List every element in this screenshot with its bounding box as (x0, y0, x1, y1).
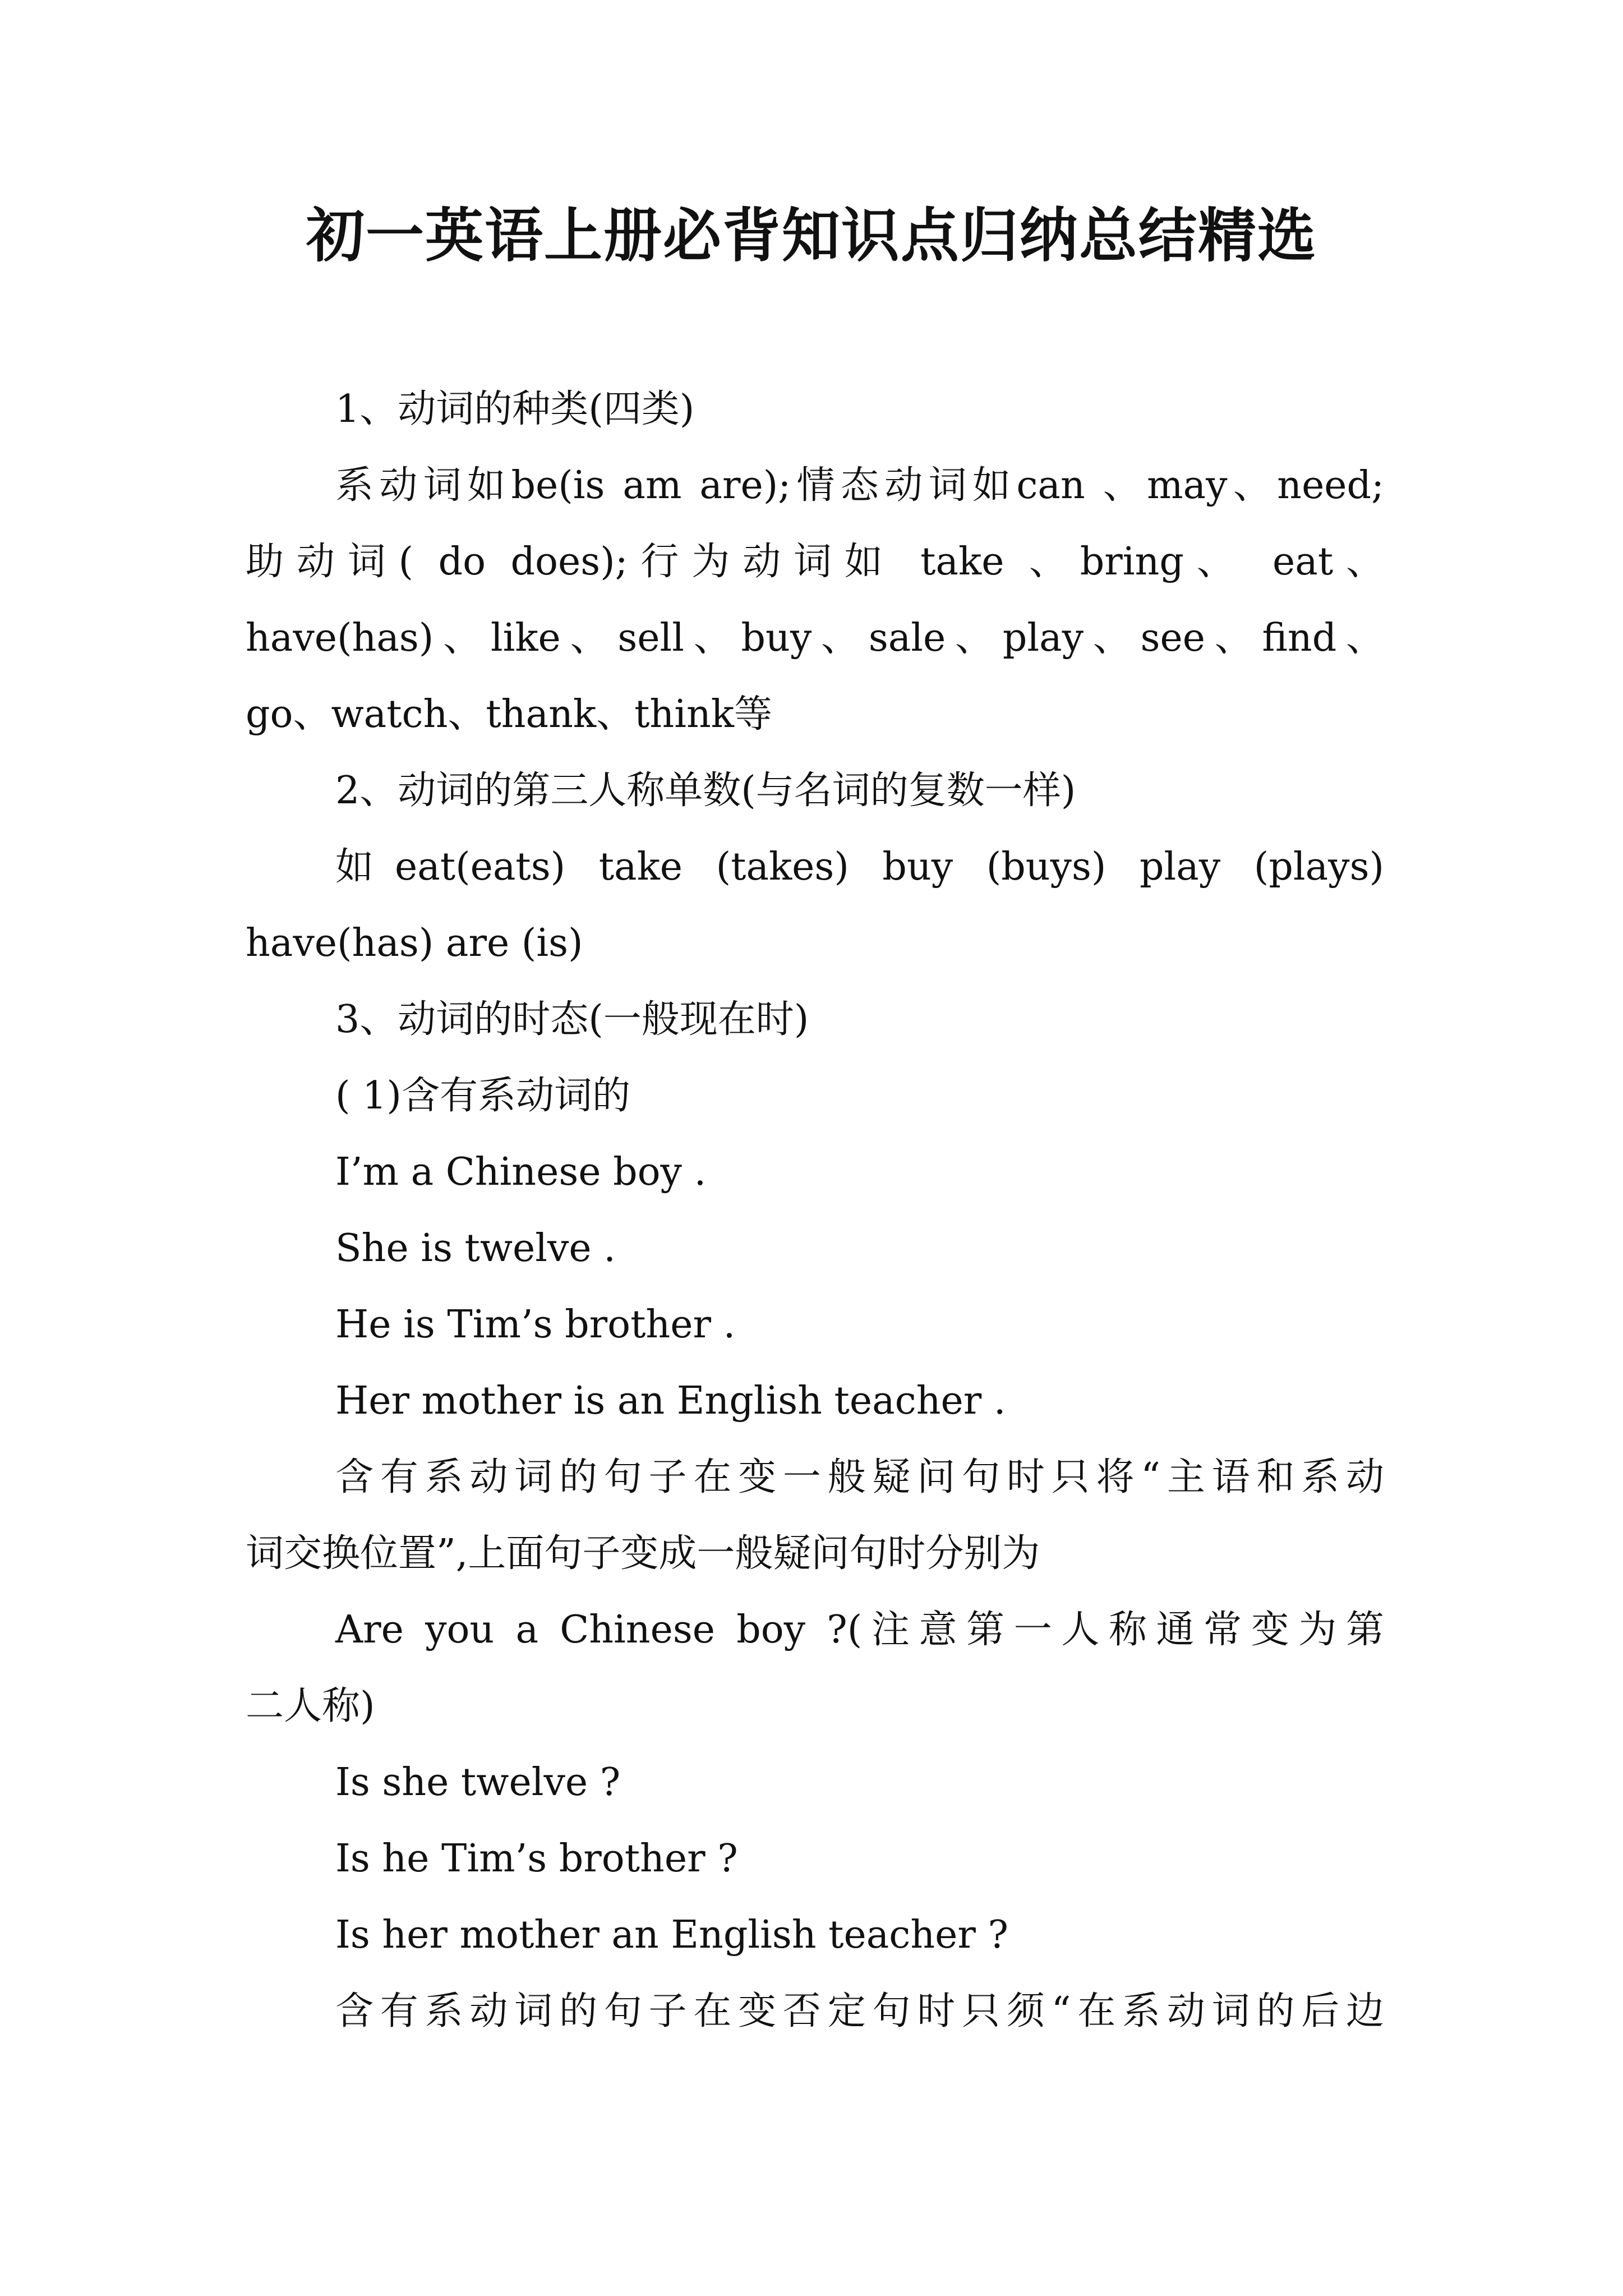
paragraph-line: 如eat(eats) take (takes) buy (buys) play (plays) (335, 845, 1384, 889)
section-heading-tense: 3、动词的时态(一般现在时) (335, 997, 809, 1042)
paragraph-line: go、watch、thank、think等 (246, 692, 772, 737)
example-sentence: Her mother is an English teacher . (335, 1379, 1006, 1423)
example-sentence: She is twelve . (335, 1226, 616, 1271)
paragraph-line: 系动词如be(is am are);情态动词如can 、may、need; (335, 463, 1384, 508)
subsection-heading: ( 1)含有系动词的 (335, 1074, 630, 1118)
example-sentence: Is her mother an English teacher ? (335, 1913, 1008, 1957)
document-body (246, 371, 1384, 2050)
paragraph-line: 词交换位置”,上面句子变成一般疑问句时分别为 (246, 1531, 1040, 1576)
paragraph-line: 二人称) (246, 1684, 375, 1728)
paragraph-line: have(has) are (is) (246, 921, 583, 965)
example-sentence: Is he Tim’s brother ? (335, 1837, 738, 1881)
example-sentence: He is Tim’s brother . (335, 1303, 736, 1347)
section-heading-third-person: 2、动词的第三人称单数(与名词的复数一样) (335, 769, 1076, 813)
example-sentence: Is she twelve ? (335, 1760, 621, 1805)
paragraph-line: 含有系动词的句子在变一般疑问句时只将“主语和系动 (335, 1455, 1384, 1499)
paragraph-line: 含有系动词的句子在变否定句时只须“在系动词的后边 (335, 1989, 1384, 2033)
section-heading-verb-types: 1、动词的种类(四类) (335, 387, 695, 431)
page-title: 初一英语上册必背知识点归纳总结精选 (306, 201, 1317, 270)
example-sentence: I’m a Chinese boy . (335, 1150, 707, 1194)
paragraph-line: 助动词( do does);行为动词如 take 、bring、 eat、 (246, 540, 1384, 584)
paragraph-line: have(has)、like、sell、buy、sale、play、see、find、 (246, 616, 1384, 660)
paragraph-line: Are you a Chinese boy ?(注意第一人称通常变为第 (335, 1608, 1384, 1652)
